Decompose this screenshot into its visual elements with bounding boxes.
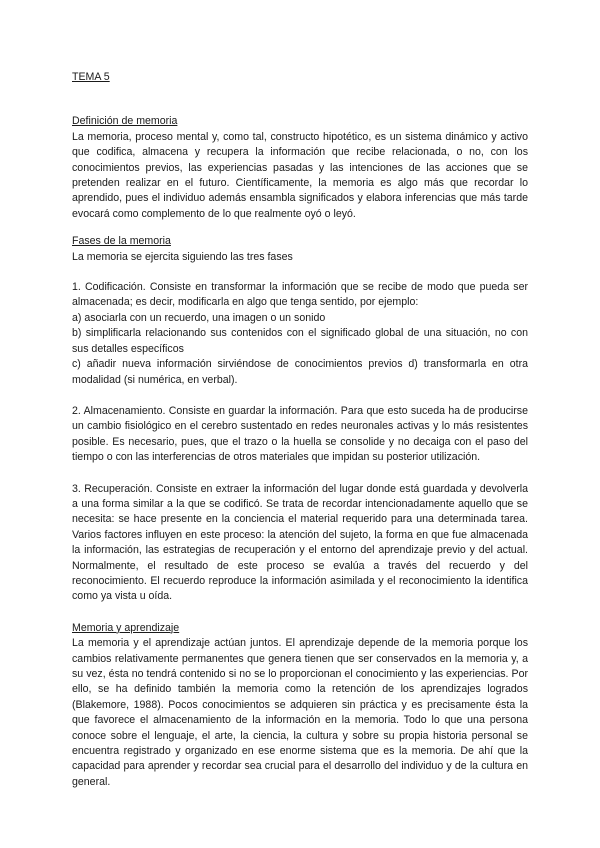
section-fases [72, 234, 528, 605]
section-heading-definicion: Definición de memoria [72, 115, 178, 128]
phase-1-item-a: a) asociarla con un recuerdo, una imagen o un sonido [72, 311, 326, 324]
document-title: TEMA 5 [72, 71, 110, 83]
section-memoria-aprendizaje [72, 621, 528, 790]
paragraph-memoria-aprendizaje: La memoria y el aprendizaje actúan juntos. El aprendizaje depende de la memoria porque los cambios relativamente permanentes que genera tienen que ser conservados en la memoria y, a su vez, ésta no tendrá contenido si no se lo proporcionan el conocimiento y las experiencias. Por ello, se ha definido también la memoria como la retención de los aprendizajes logrados (Blakemore, 1988). Pocos conocimientos se adquieren sin práctica y es precisamente ésta la que favorece el almacenamiento de la información en la memoria. Todo lo que una persona conoce sobre el lenguaje, el arte, la ciencia, la cultura y sobre su propia historia personal se encuentra registrado y organizado en ese enorme sistema que es la memoria. De ahí que la capacidad para aprender y recordar sea crucial para el desarrollo del individuo y de la cultura en general. [72, 637, 528, 788]
fases-intro: La memoria se ejercita siguiendo las tres fases [72, 250, 293, 263]
phase-3-recuperacion: 3. Recuperación. Consiste en extraer la información del lugar donde está guardada y devolverla a una forma similar a la que se codificó. Se trata de recordar intencionadamente aquello que se necesita: se hace presente en la conciencia el material requerido para una determinada tarea. Varios factores influyen en este proceso: la atención del sujeto, la forma en que fue almacenada la información, las estrategias de recuperación y el entorno del aprendizaje previo y del actual. Normalmente, el resultado de este proceso se evalúa a través del recuerdo y del reconocimiento. El recuerdo reproduce la información asimilada y el reconocimiento la identifica como ya vista u oída. [72, 482, 528, 603]
phase-1-item-b: b) simplificarla relacionando sus contenidos con el significado global de una situación, no con sus detalles específicos [72, 327, 528, 355]
spacer [72, 388, 528, 404]
spacer [72, 605, 528, 621]
spacer [72, 466, 528, 482]
phase-1-codificacion: 1. Codificación. Consiste en transformar la información que se recibe de modo que pueda ser almacenada; es decir, modificarla en algo que tenga sentido, por ejemplo: [72, 281, 528, 309]
spacer [72, 265, 528, 280]
phase-1-item-c: c) añadir nueva información sirviéndose de conocimientos previos d) transformarla en otra modalidad (si numérica, en verbal). [72, 358, 528, 386]
section-definicion [72, 114, 528, 222]
phase-2-almacenamiento: 2. Almacenamiento. Consiste en guardar la información. Para que esto suceda ha de producirse un cambio fisiológico en el cerebro sustentado en redes neuronales activas y lo más resistentes posible. Es necesario, pues, que el trazo o la huella se consolide y no decaiga con el paso del tiempo o con las interferencias de otros materiales que impidan su posterior utilización. [72, 404, 528, 464]
section-heading-memoria-aprendizaje: Memoria y aprendizaje [72, 621, 180, 634]
section-heading-fases: Fases de la memoria [72, 235, 171, 248]
paragraph-definicion: La memoria, proceso mental y, como tal, constructo hipotético, es un sistema dinámico y activo que codifica, almacena y recupera la información que recibe relacionada, o no, con los conocimientos previos, las experiencias pasadas y las intenciones de las acciones que se pretenden realizar en el futuro. Científicamente, la memoria es algo más que recordar lo aprendido, pues el individuo además ensambla significados y elabora inferencias que más tarde evocará como complemento de lo que realmente oyó o leyó. [72, 130, 528, 220]
document-page [72, 70, 528, 790]
spacer [72, 222, 528, 234]
